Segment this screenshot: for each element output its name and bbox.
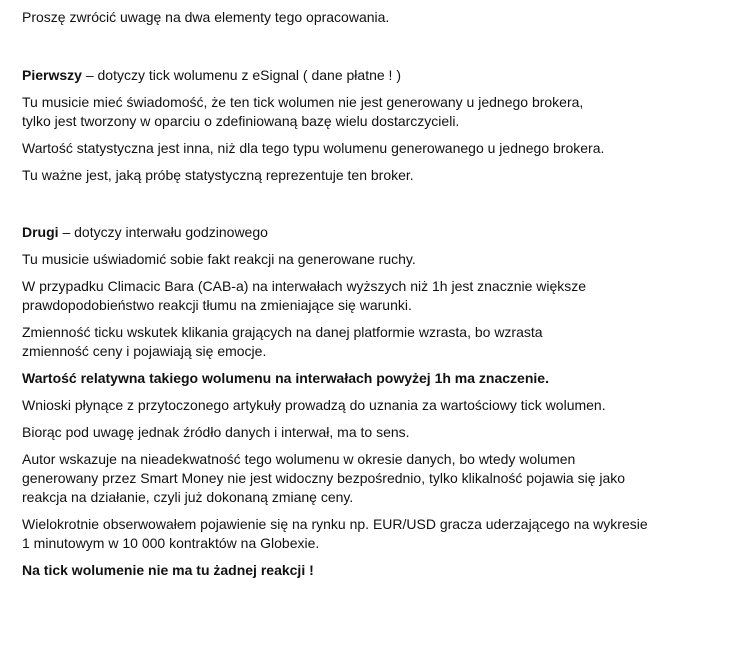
second-paragraph-8 [22,515,742,553]
second-heading-bold: Drugi [22,224,59,240]
first-heading-rest: – dotyczy tick wolumenu z eSignal ( dane płatne ! ) [81,67,401,83]
document-body [22,8,742,588]
second-p7-line-2: generowany przez Smart Money nie jest widoczny bezpośrednio, tylko klikalność pojawia się jako [22,470,626,486]
first-paragraph-3: Tu ważne jest, jaką próbę statystyczną reprezentuje ten broker. [22,167,414,183]
intro-paragraph: Proszę zwrócić uwagę na dwa elementy tego opracowania. [22,9,390,25]
second-p2-line-2: prawdopodobieństwo reakcji tłumu na zmieniające się warunki. [22,297,412,313]
second-paragraph-7 [22,450,742,507]
second-paragraph-6: Biorąc pod uwagę jednak źródło danych i interwał, ma to sens. [22,424,410,440]
second-p7-line-1: Autor wskazuje na nieadekwatność tego wolumenu w okresie danych, bo wtedy wolumen [22,451,576,467]
second-heading-rest: – dotyczy interwału godzinowego [58,224,268,240]
first-p1-line-1: Tu musicie mieć świadomość, że ten tick wolumen nie jest generowany u jednego brokera, [22,94,584,110]
second-paragraph-3 [22,323,742,361]
second-paragraph-4-bold: Wartość relatywna takiego wolumenu na interwałach powyżej 1h ma znaczenie. [22,370,549,386]
second-paragraph-1: Tu musicie uświadomić sobie fakt reakcji na generowane ruchy. [22,251,416,267]
spacer [22,35,742,66]
second-paragraph-9-bold: Na tick wolumenie nie ma tu żadnej reakcji ! [22,562,314,578]
first-paragraph-2: Wartość statystyczna jest inna, niż dla tego typu wolumenu generowanego u jednego brokera. [22,140,605,156]
second-p8-line-2: 1 minutowym w 10 000 kontraktów na Globexie. [22,535,320,551]
second-paragraph-5: Wnioski płynące z przytoczonego artykuły prowadzą do uznania za wartościowy tick wolumen. [22,397,606,413]
second-p8-line-1: Wielokrotnie obserwowałem pojawienie się na rynku np. EUR/USD gracza uderzającego na wykresie [22,516,648,532]
first-heading-bold: Pierwszy [22,67,82,83]
first-p1-line-2: tylko jest tworzony w oparciu o zdefiniowaną bazę wielu dostarczycieli. [22,113,460,129]
spacer [22,193,742,223]
second-heading [22,223,742,242]
second-p3-line-2: zmienność ceny i pojawiają się emocje. [22,343,267,359]
second-p3-line-1: Zmienność ticku wskutek klikania grających na danej platformie wzrasta, bo wzrasta [22,324,543,340]
first-heading [22,66,742,85]
second-paragraph-2 [22,277,742,315]
second-p7-line-3: reakcja na działanie, czyli już dokonaną zmianę ceny. [22,489,354,505]
first-paragraph-1 [22,93,742,131]
second-p2-line-1: W przypadku Climacic Bara (CAB-a) na interwałach wyższych niż 1h jest znacznie większe [22,278,587,294]
